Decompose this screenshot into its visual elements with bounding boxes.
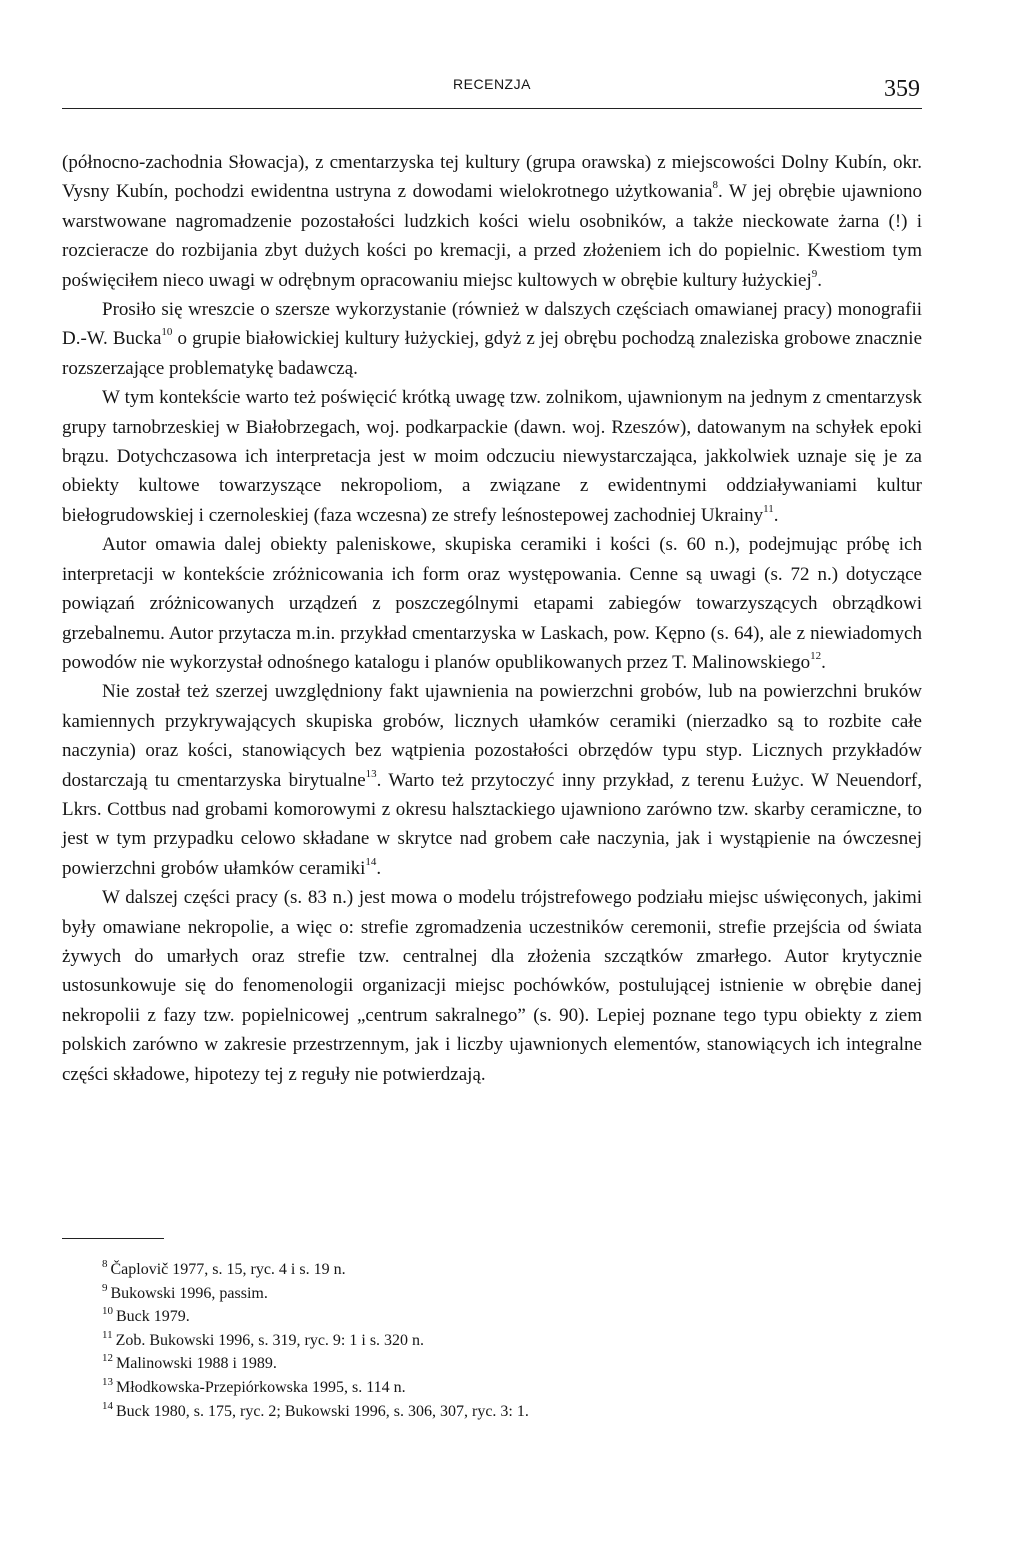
footnote-text: Zob. Bukowski 1996, s. 319, ryc. 9: 1 i s. 320 n. bbox=[115, 1331, 425, 1349]
footnote-number: 14 bbox=[102, 1399, 113, 1412]
footnote-marker: 8 bbox=[712, 179, 719, 192]
paragraph bbox=[62, 530, 922, 677]
footnote bbox=[102, 1352, 902, 1376]
footnote-number: 11 bbox=[102, 1328, 113, 1341]
text-run: W dalszej części pracy (s. 83 n.) jest mowa o modelu trójstrefowego podziału miejsc uświęconych, jakimi były omawiane nekropolie, a więc o: strefie zgromadzenia uczestników ceremonii, strefie przejścia od świata żywych do umarłych oraz strefie tzw. centralnej dla złożenia szczątków zmarłego. Autor krytycznie ustosunkowuje się do fenomenologii organizacji miejsc pochówków, postulującej istnienie w obrębie danej nekropolii z fazy tzw. popielnicowej „centrum sakralnego” (s. 90). Lepiej poznane tego typu obiekty z ziem polskich zarówno w zakresie przestrzennym, jak i liczby ujawnionych elementów, stanowiących ich integralne części składowe, hipotezy tej z reguły nie potwierdzają. bbox=[62, 887, 922, 1085]
footnote-marker: 9 bbox=[811, 267, 818, 280]
footnote bbox=[102, 1305, 902, 1329]
footnote-marker: 14 bbox=[365, 855, 377, 868]
text-run: . W jej obrębie ujawniono warstwowane nagromadzenie pozostałości ludzkich kości wielu osobników, a także nieckowate żarna (!) i rozcieracze do rozbijania zbyt dużych kości po kremacji, a przed złożeniem ich do popielnic. Kwestiom tym poświęciłem nieco uwagi w odrębnym opracowaniu miejsc kultowych w obrębie kultury łużyckiej bbox=[62, 181, 922, 291]
footnote-number: 10 bbox=[102, 1305, 113, 1318]
footnote bbox=[102, 1258, 902, 1282]
page-header bbox=[62, 72, 922, 109]
footnote-marker: 10 bbox=[161, 326, 173, 339]
paragraph bbox=[62, 295, 922, 383]
body-text bbox=[62, 148, 922, 1089]
text-run: (północno-zachodnia Słowacja), z cmentarzyska tej kultury (grupa orawska) z miejscowości Dolny Kubín, okr. Vysny Kubín, pochodzi ewidentna ustryna z dowodami wielokrotnego użytkowania bbox=[62, 152, 922, 203]
footnote bbox=[102, 1282, 902, 1306]
footnote-text: Buck 1980, s. 175, ryc. 2; Bukowski 1996, s. 306, 307, ryc. 3: 1. bbox=[116, 1402, 529, 1420]
text-run: . bbox=[821, 651, 826, 673]
text-run: Nie został też szerzej uwzględniony fakt ujawnienia na powierzchni grobów, lub na powierzchni bruków kamiennych przykrywających skupiska grobów, licznych ułamków ceramiki (nierzadko są to rozbite całe naczynia) oraz kości, stanowiących bez wątpienia pozostałości obrzędów typu styp. Licznych przykładów dostarczają tu cmentarzyska birytualne bbox=[62, 681, 922, 791]
running-head: RECENZJA bbox=[453, 76, 531, 92]
footnote-text: Bukowski 1996, passim. bbox=[110, 1284, 268, 1302]
paragraph bbox=[62, 383, 922, 530]
text-run: o grupie białowickiej kultury łużyckiej, gdyż z jej obrębu pochodzą znaleziska grobowe znacznie rozszerzające problematykę badawczą. bbox=[62, 328, 922, 379]
footnote bbox=[102, 1400, 902, 1424]
paragraph bbox=[62, 883, 922, 1089]
footnote-text: Młodkowska-Przepiórkowska 1995, s. 114 n. bbox=[116, 1378, 406, 1396]
footnote-separator bbox=[62, 1238, 164, 1239]
footnote-number: 8 bbox=[102, 1258, 108, 1270]
text-run: W tym kontekście warto też poświęcić krótką uwagę tzw. zolnikom, ujawnionym na jednym z cmentarzysk grupy tarnobrzeskiej w Białobrzegach, woj. podkarpackie (dawn. woj. Rzeszów), datowanym na schyłek epoki brązu. Dotychczasowa ich interpretacja jest w moim odczuciu niewystarczająca, jakkolwiek uznaje się je za obiekty kultowe towarzyszące nekropoliom, a związane z ewidentnymi oddziaływaniami kultur biełogrudowskiej i czernoleskiej (faza wczesna) ze strefy leśnostepowej zachodniej Ukrainy bbox=[62, 387, 922, 526]
footnotes bbox=[102, 1258, 902, 1423]
footnote-text: Buck 1979. bbox=[116, 1308, 190, 1326]
text-run: Prosiło się wreszcie o szersze wykorzystanie (również w dalszych częściach omawianej pracy) monografii D.-W. Bucka bbox=[62, 299, 922, 350]
footnote bbox=[102, 1376, 902, 1400]
page-number: 359 bbox=[884, 76, 920, 102]
footnote-marker: 11 bbox=[763, 502, 774, 515]
footnote-number: 13 bbox=[102, 1375, 113, 1388]
text-run: . bbox=[817, 269, 823, 291]
paragraph bbox=[62, 148, 922, 295]
footnote-number: 9 bbox=[102, 1281, 108, 1294]
footnote-marker: 12 bbox=[810, 649, 822, 662]
text-run: Autor omawia dalej obiekty paleniskowe, skupiska ceramiki i kości (s. 60 n.), podejmując próbę ich interpretacji w kontekście zróżnicowania ich form oraz występowania. Cenne są uwagi (s. 72 n.) dotyczące powiązań zróżnicowanych urządzeń z poszczególnymi etapami zabiegów towarzyszących obrządkowi grzebalnemu. Autor przytacza m.in. przykład cmentarzyska w Laskach, pow. Kępno (s. 64), ale z niewiadomych powodów nie wykorzystał odnośnego katalogu i planów opublikowanych przez T. Malinowskiego bbox=[62, 534, 922, 673]
text-run: . bbox=[376, 857, 382, 879]
footnote-marker: 13 bbox=[365, 767, 377, 780]
footnote bbox=[102, 1329, 902, 1353]
footnote-text: Malinowski 1988 i 1989. bbox=[116, 1355, 277, 1373]
text-run: . bbox=[773, 504, 779, 526]
text-run: . Warto też przytoczyć inny przykład, z terenu Łużyc. W Neuendorf, Lkrs. Cottbus nad grobami komorowymi z okresu halsztackiego ujawniono zarówno tzw. skarby ceramiczne, to jest w tym przypadku celowo składane w skrytce nad grobem całe naczynia, jak i wystąpienie na ówczesnej powierzchni grobów ułamków ceramiki bbox=[62, 769, 922, 879]
footnote-number: 12 bbox=[102, 1352, 113, 1365]
paragraph bbox=[62, 677, 922, 883]
footnote-text: Čaplovič 1977, s. 15, ryc. 4 i s. 19 n. bbox=[110, 1261, 346, 1278]
